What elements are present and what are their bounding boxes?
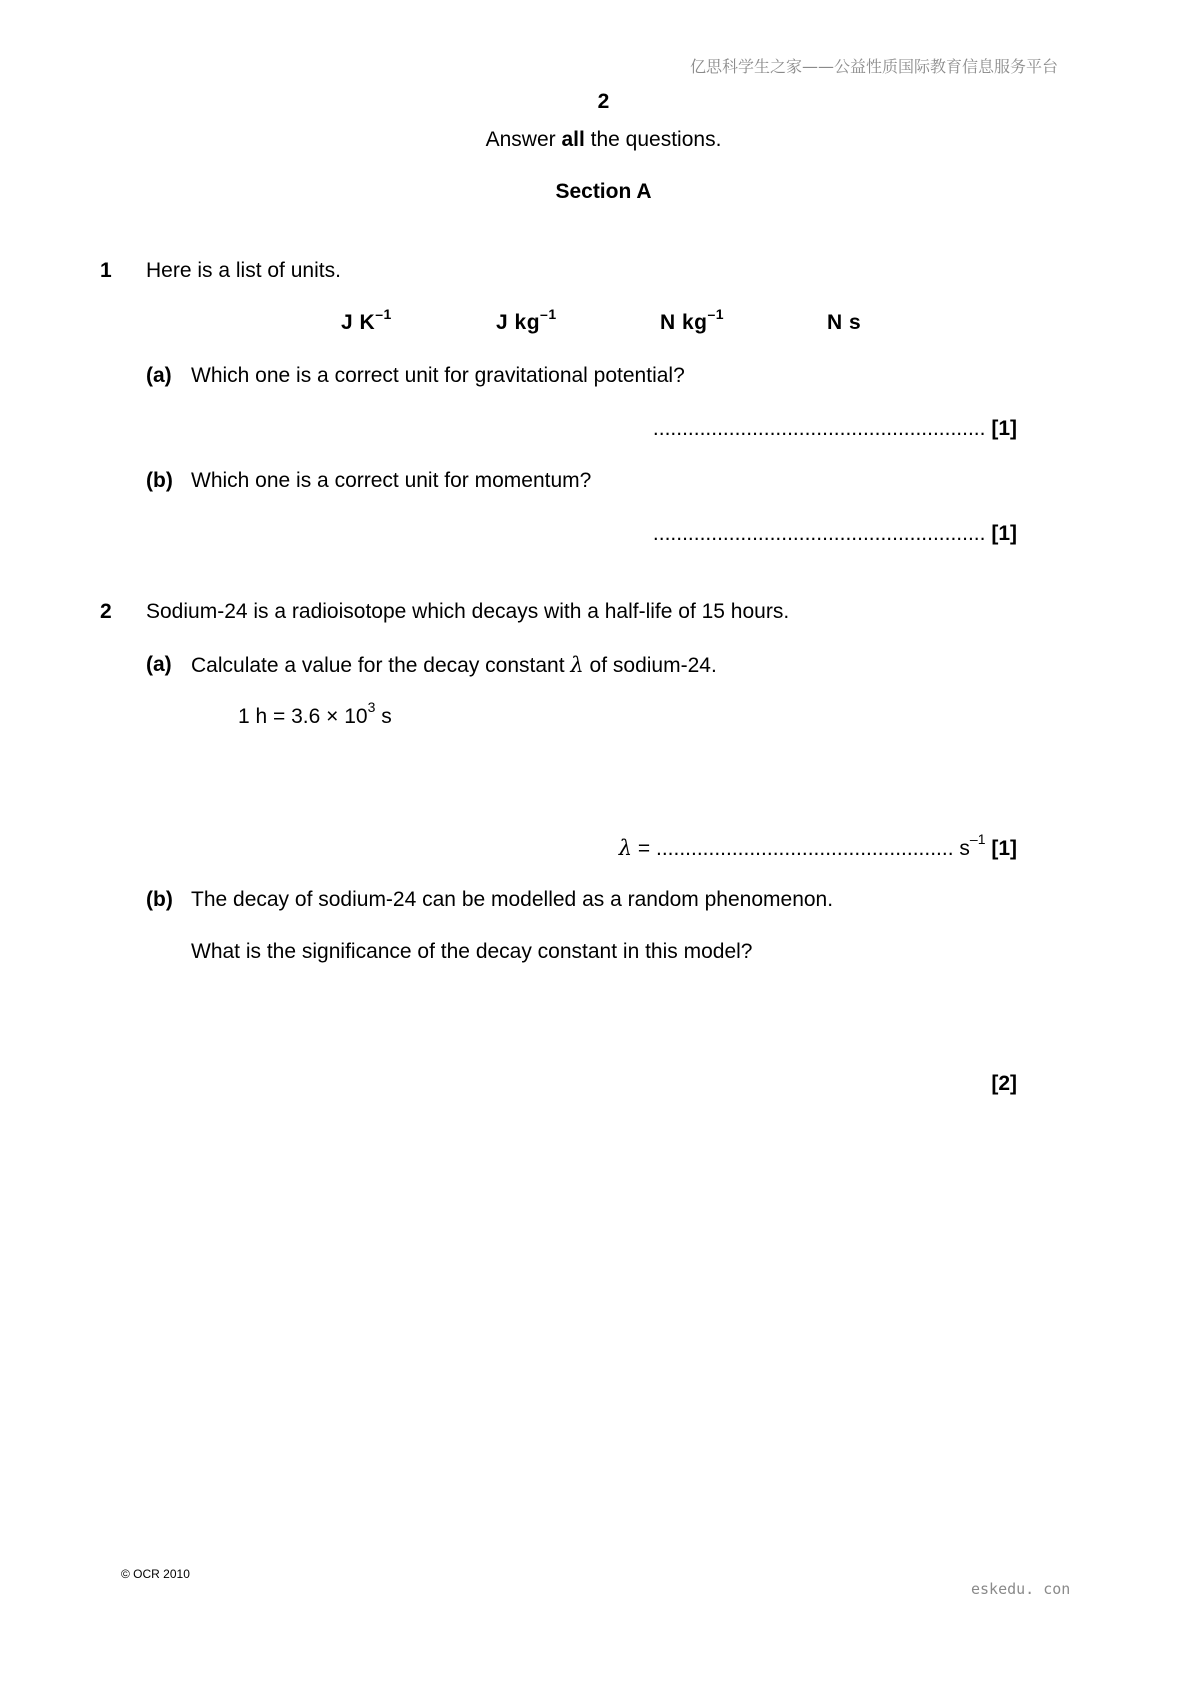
watermark-text: 亿思科学生之家——公益性质国际教育信息服务平台 (690, 57, 1059, 76)
question-2b-question: What is the significance of the decay constant in this model? (191, 940, 753, 963)
unit-exponent: –1 (707, 306, 725, 322)
question-2b-text: The decay of sodium-24 can be modelled as a random phenomenon. (191, 888, 834, 911)
marks-2b: [2] (991, 1072, 1017, 1095)
answer-dots: ......................................................... (652, 417, 986, 440)
answer-line-1b[interactable] (653, 522, 1017, 546)
question-2a-text (191, 653, 717, 678)
answer-unit-exponent: –1 (969, 831, 986, 847)
answer-line-1a[interactable] (653, 417, 1017, 441)
question-2a-text-before: Calculate a value for the decay constant (191, 654, 571, 677)
section-title: Section A (555, 180, 652, 203)
question-2a-label: (a) (146, 653, 172, 676)
answer-unit-base: s (959, 837, 970, 860)
question-2b-label: (b) (146, 888, 173, 911)
unit-item (496, 306, 557, 335)
answer-line-2a[interactable] (618, 831, 1017, 861)
marks-1a: [1] (991, 417, 1017, 440)
marks-2a: [1] (991, 837, 1017, 860)
formula-suffix: s (375, 705, 392, 728)
question-1-stem: Here is a list of units. (146, 259, 341, 282)
copyright-notice: © OCR 2010 (121, 1567, 190, 1581)
unit-item (341, 306, 392, 335)
answer-unit (959, 831, 986, 860)
instruction-bold: all (561, 128, 585, 151)
question-1a-text: Which one is a correct unit for gravitational potential? (191, 364, 685, 387)
question-1a-label: (a) (146, 364, 172, 387)
page-number: 2 (597, 90, 610, 113)
unit-exponent: –1 (375, 306, 392, 322)
unit-item (827, 311, 861, 335)
question-2-number: 2 (100, 600, 112, 623)
unit-item (660, 306, 725, 335)
unit-exponent: –1 (540, 306, 557, 322)
unit-base: J K (341, 311, 376, 334)
unit-base: N kg (660, 311, 708, 334)
answer-equals: = (632, 837, 656, 860)
unit-base: N s (827, 311, 862, 334)
question-1-number: 1 (100, 259, 112, 282)
answer-dots: ................................................... (656, 837, 954, 860)
marks-1b: [1] (991, 522, 1017, 545)
instruction (8, 128, 1191, 152)
unit-base: J kg (496, 311, 541, 334)
question-1b-text: Which one is a correct unit for momentum? (191, 469, 592, 492)
footer-site: eskedu. con (971, 1580, 1071, 1598)
conversion-formula (238, 699, 392, 729)
question-1b-label: (b) (146, 469, 173, 492)
formula-exponent: 3 (367, 699, 376, 715)
question-2a-text-after: of sodium-24. (583, 654, 717, 677)
answer-lambda-symbol: λ (618, 836, 633, 860)
lambda-symbol: λ (570, 653, 584, 677)
instruction-prefix: Answer (485, 128, 562, 151)
formula-prefix: 1 h = 3.6 × 10 (238, 705, 368, 728)
answer-dots: ......................................................... (652, 522, 986, 545)
question-2-stem: Sodium-24 is a radioisotope which decays with a half-life of 15 hours. (146, 600, 790, 623)
instruction-suffix: the questions. (584, 128, 722, 151)
